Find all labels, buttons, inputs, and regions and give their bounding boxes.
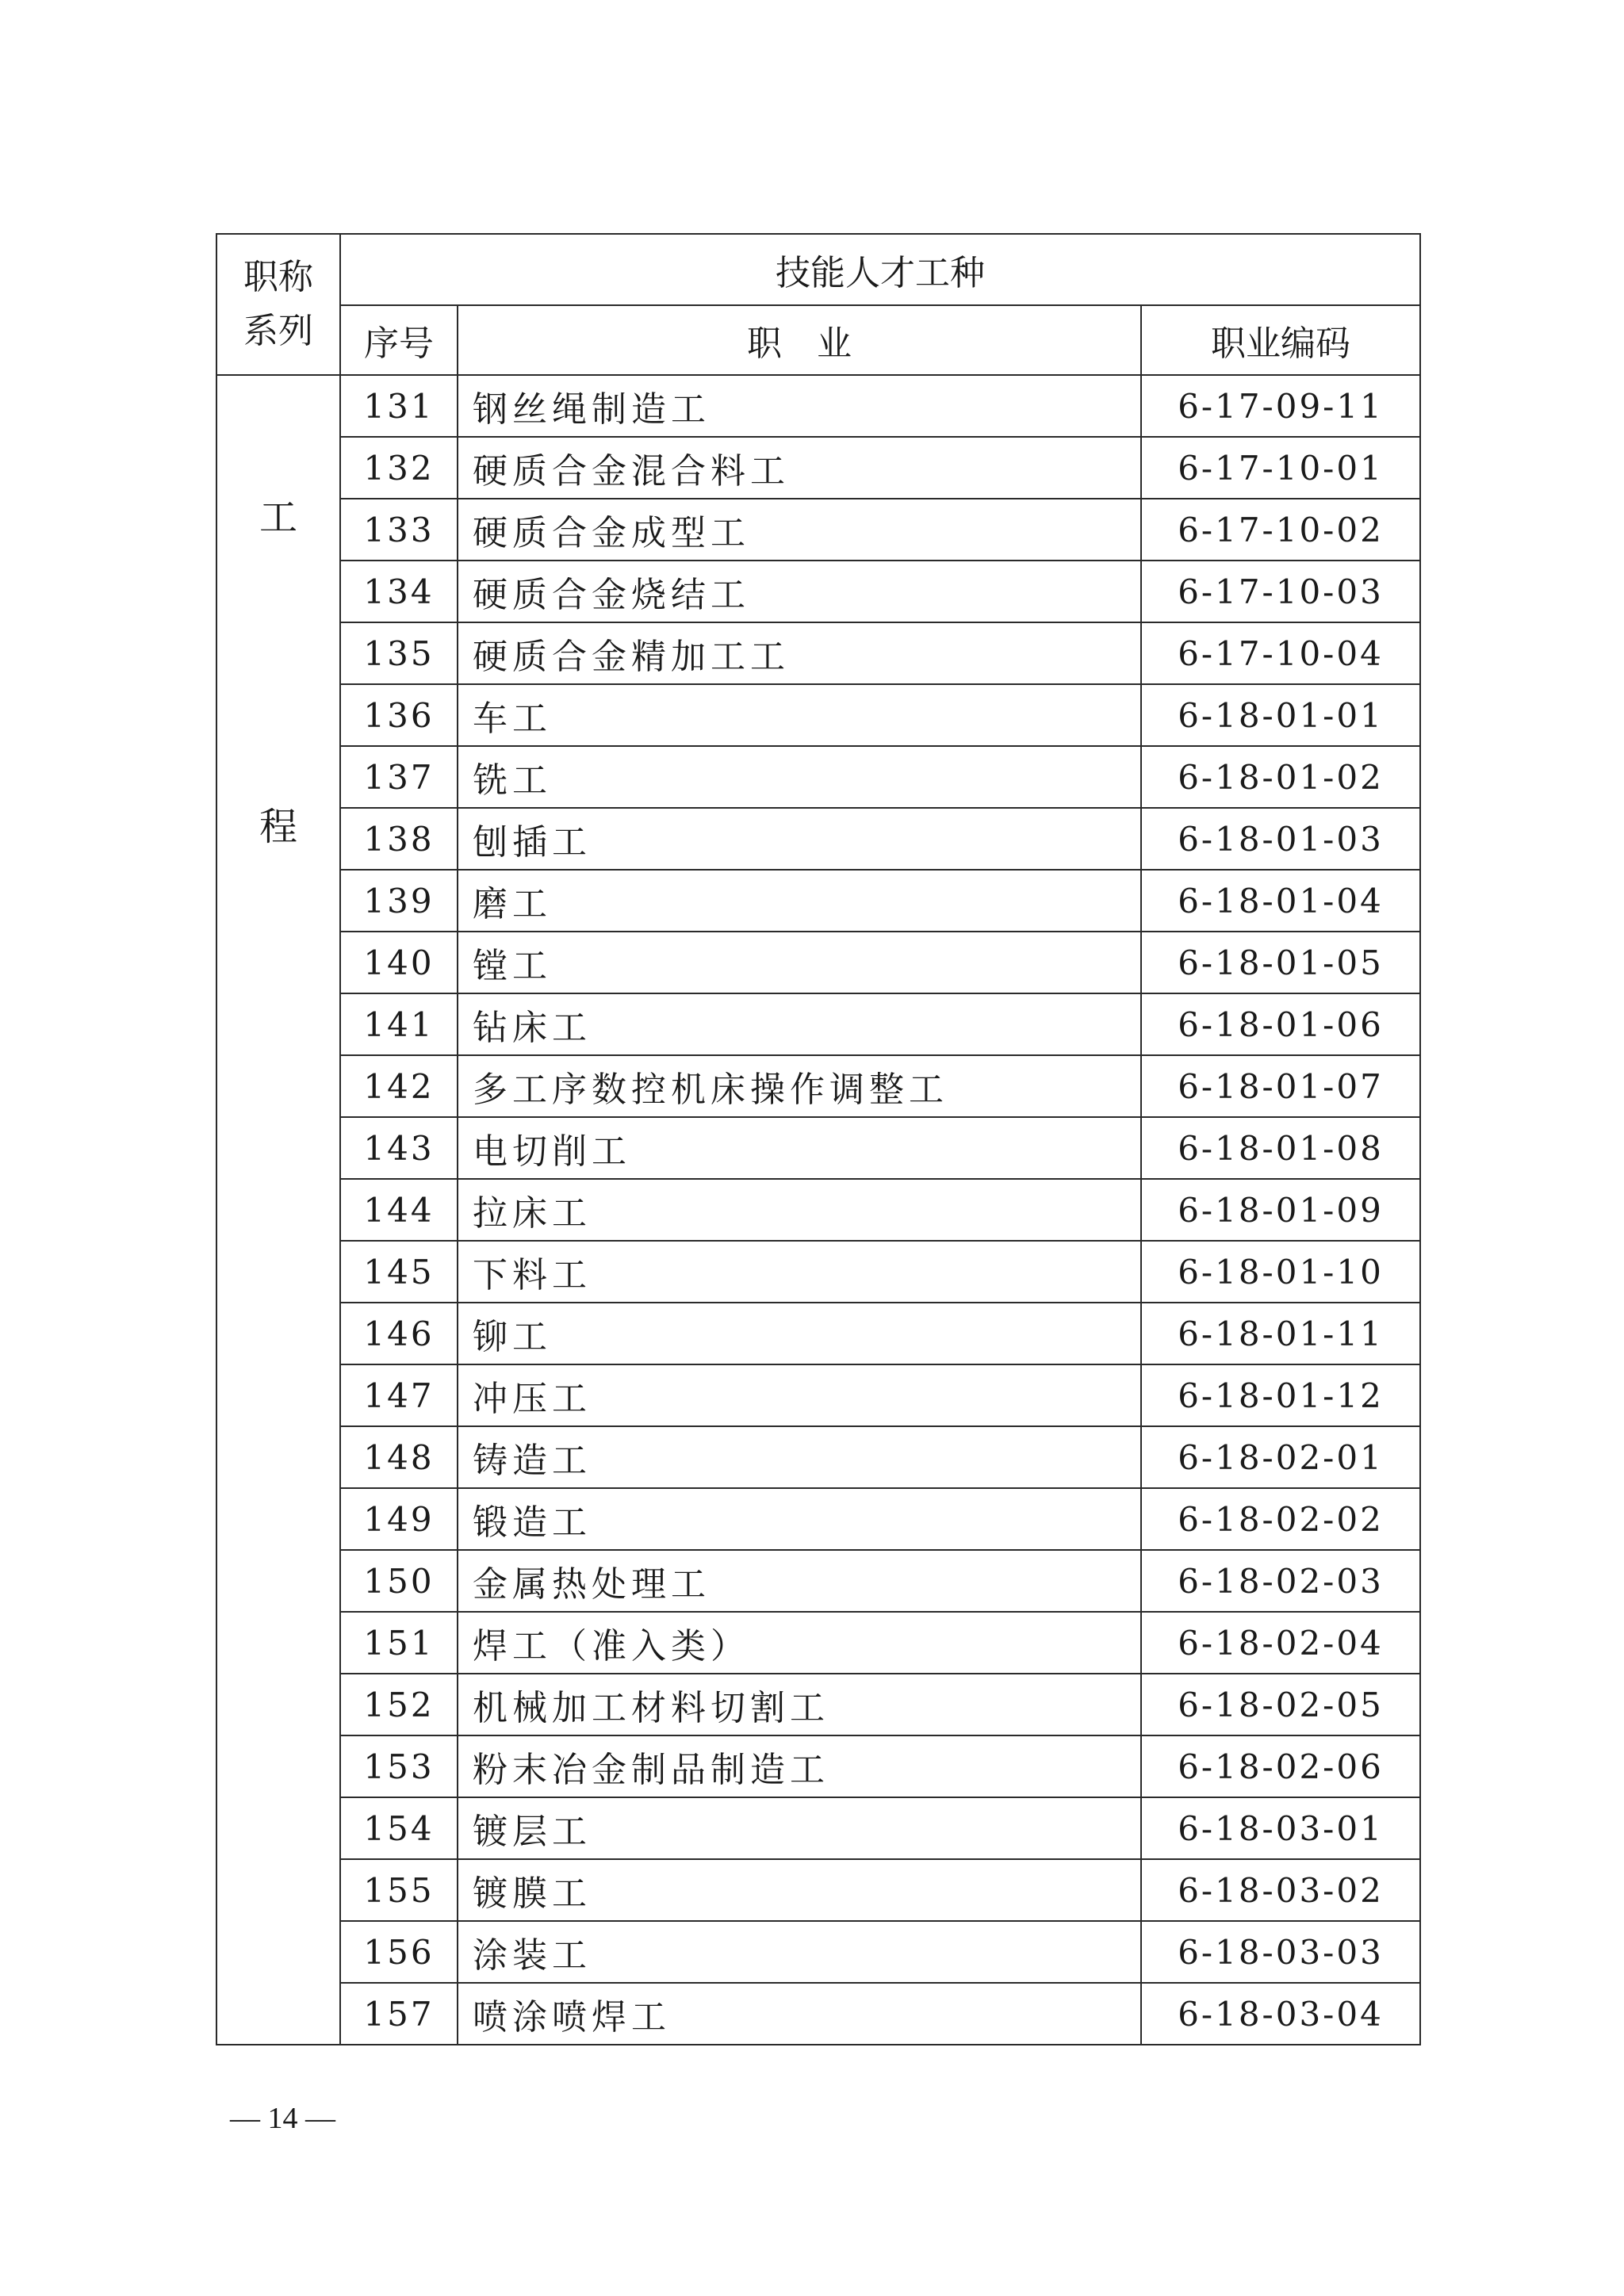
seq-cell: 148: [340, 1426, 458, 1488]
series-value-cell: [216, 375, 340, 2045]
code-cell: 6-18-01-09: [1141, 1179, 1420, 1241]
code-cell: 6-18-03-02: [1141, 1859, 1420, 1921]
seq-cell: 141: [340, 993, 458, 1055]
occupation-cell: 镀层工: [458, 1797, 1141, 1859]
code-cell: 6-18-03-04: [1141, 1983, 1420, 2045]
seq-header: 序号: [340, 305, 458, 375]
seq-cell: 149: [340, 1488, 458, 1550]
seq-cell: 137: [340, 746, 458, 808]
occupation-cell: 硬质合金烧结工: [458, 561, 1141, 622]
code-cell: 6-18-01-02: [1141, 746, 1420, 808]
occupation-cell: 硬质合金精加工工: [458, 622, 1141, 684]
occupation-cell: 机械加工材料切割工: [458, 1674, 1141, 1735]
seq-cell: 135: [340, 622, 458, 684]
table-row: [216, 1055, 1420, 1117]
code-cell: 6-18-02-02: [1141, 1488, 1420, 1550]
group-title: 技能人才工种: [340, 234, 1420, 305]
code-cell: 6-18-03-03: [1141, 1921, 1420, 1983]
occupation-cell: 钻床工: [458, 993, 1141, 1055]
occupation-cell: 车工: [458, 684, 1141, 746]
code-cell: 6-18-02-03: [1141, 1550, 1420, 1612]
table-row: [216, 1797, 1420, 1859]
code-cell: 6-18-01-04: [1141, 870, 1420, 932]
table-row: [216, 499, 1420, 561]
series-header-line2: 系列: [243, 311, 313, 351]
occupation-cell: 下料工: [458, 1241, 1141, 1303]
code-cell: 6-18-02-05: [1141, 1674, 1420, 1735]
occupation-cell: 磨工: [458, 870, 1141, 932]
code-cell: 6-18-01-10: [1141, 1241, 1420, 1303]
table-row: [216, 1921, 1420, 1983]
table-row: [216, 375, 1420, 437]
seq-cell: 138: [340, 808, 458, 870]
table-row: [216, 1859, 1420, 1921]
code-cell: 6-18-01-03: [1141, 808, 1420, 870]
code-cell: 6-17-09-11: [1141, 375, 1420, 437]
seq-cell: 140: [340, 932, 458, 993]
seq-cell: 133: [340, 499, 458, 561]
table-row: [216, 684, 1420, 746]
occupation-cell: 粉末冶金制品制造工: [458, 1735, 1141, 1797]
table-row: [216, 1735, 1420, 1797]
seq-cell: 146: [340, 1303, 458, 1364]
occupation-cell: 硬质合金混合料工: [458, 437, 1141, 499]
table-row: [216, 932, 1420, 993]
code-cell: 6-17-10-04: [1141, 622, 1420, 684]
table-row: [216, 1612, 1420, 1674]
table-row: [216, 561, 1420, 622]
code-cell: 6-18-01-08: [1141, 1117, 1420, 1179]
code-cell: 6-18-02-06: [1141, 1735, 1420, 1797]
occupation-header: 职 业: [458, 305, 1141, 375]
occupation-cell: 喷涂喷焊工: [458, 1983, 1141, 2045]
occupation-cell: 镗工: [458, 932, 1141, 993]
table-row: [216, 746, 1420, 808]
table-row: [216, 622, 1420, 684]
table-row: [216, 1488, 1420, 1550]
table-row: [216, 437, 1420, 499]
table-row: [216, 1117, 1420, 1179]
seq-cell: 151: [340, 1612, 458, 1674]
code-cell: 6-18-02-04: [1141, 1612, 1420, 1674]
seq-cell: 152: [340, 1674, 458, 1735]
seq-cell: 155: [340, 1859, 458, 1921]
table-row: [216, 1241, 1420, 1303]
seq-cell: 142: [340, 1055, 458, 1117]
seq-cell: 131: [340, 375, 458, 437]
occupation-cell: 拉床工: [458, 1179, 1141, 1241]
seq-cell: 136: [340, 684, 458, 746]
table-row: [216, 1364, 1420, 1426]
page-number: — 14 —: [230, 2102, 335, 2135]
seq-cell: 153: [340, 1735, 458, 1797]
code-cell: 6-17-10-02: [1141, 499, 1420, 561]
table-row: [216, 1983, 1420, 2045]
table-row: [216, 870, 1420, 932]
code-cell: 6-18-01-01: [1141, 684, 1420, 746]
header-row-2: [216, 305, 1420, 375]
occupation-cell: 锻造工: [458, 1488, 1141, 1550]
occupation-cell: 镀膜工: [458, 1859, 1141, 1921]
occupation-table: [216, 233, 1421, 2045]
seq-cell: 145: [340, 1241, 458, 1303]
code-cell: 6-18-01-06: [1141, 993, 1420, 1055]
code-cell: 6-18-02-01: [1141, 1426, 1420, 1488]
code-cell: 6-18-03-01: [1141, 1797, 1420, 1859]
occupation-cell: 铆工: [458, 1303, 1141, 1364]
occupation-cell: 铣工: [458, 746, 1141, 808]
occupation-cell: 冲压工: [458, 1364, 1141, 1426]
table-row: [216, 993, 1420, 1055]
seq-cell: 132: [340, 437, 458, 499]
table-row: [216, 1303, 1420, 1364]
code-cell: 6-17-10-03: [1141, 561, 1420, 622]
code-cell: 6-18-01-07: [1141, 1055, 1420, 1117]
table-row: [216, 1674, 1420, 1735]
seq-cell: 156: [340, 1921, 458, 1983]
table-row: [216, 1426, 1420, 1488]
table-row: [216, 808, 1420, 870]
seq-cell: 154: [340, 1797, 458, 1859]
occupation-cell: 钢丝绳制造工: [458, 375, 1141, 437]
occupation-cell: 焊工（准入类）: [458, 1612, 1141, 1674]
table-row: [216, 1550, 1420, 1612]
seq-cell: 139: [340, 870, 458, 932]
code-header: 职业编码: [1141, 305, 1420, 375]
code-cell: 6-18-01-12: [1141, 1364, 1420, 1426]
seq-cell: 150: [340, 1550, 458, 1612]
seq-cell: 134: [340, 561, 458, 622]
seq-cell: 143: [340, 1117, 458, 1179]
occupation-cell: 金属热处理工: [458, 1550, 1141, 1612]
seq-cell: 144: [340, 1179, 458, 1241]
code-cell: 6-18-01-05: [1141, 932, 1420, 993]
occupation-cell: 多工序数控机床操作调整工: [458, 1055, 1141, 1117]
occupation-cell: 铸造工: [458, 1426, 1141, 1488]
header-row-1: [216, 234, 1420, 305]
series-header-line1: 职称: [243, 257, 313, 297]
seq-cell: 147: [340, 1364, 458, 1426]
occupation-cell: 电切削工: [458, 1117, 1141, 1179]
series-char: 程: [259, 805, 297, 849]
code-cell: 6-18-01-11: [1141, 1303, 1420, 1364]
series-char: 工: [259, 496, 297, 540]
occupation-cell: 硬质合金成型工: [458, 499, 1141, 561]
series-header-cell: [216, 234, 340, 375]
occupation-cell: 刨插工: [458, 808, 1141, 870]
table-row: [216, 1179, 1420, 1241]
seq-cell: 157: [340, 1983, 458, 2045]
code-cell: 6-17-10-01: [1141, 437, 1420, 499]
occupation-cell: 涂装工: [458, 1921, 1141, 1983]
